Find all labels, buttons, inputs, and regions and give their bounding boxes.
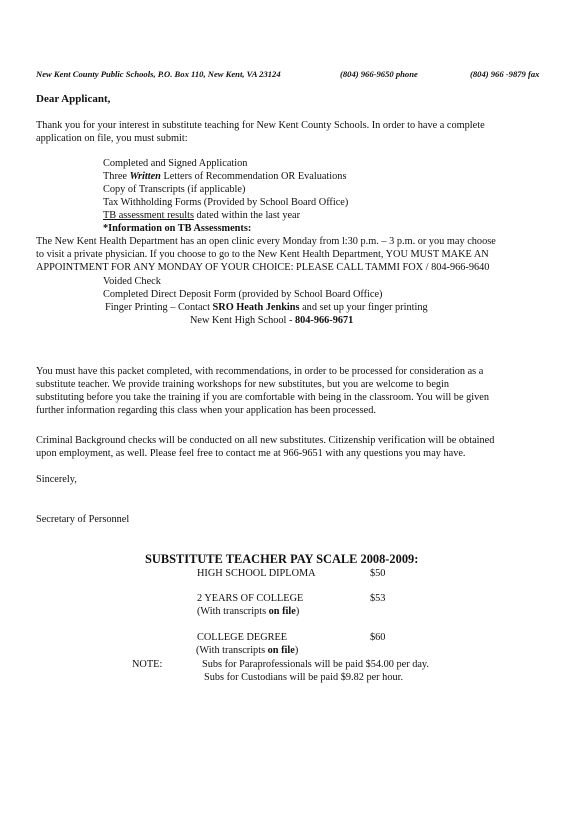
paragraph-line: substituting before you take the training if you are comfortable with being in the classroom. You will be given bbox=[36, 392, 489, 403]
paragraph-line: substitute teacher. We provide training workshops for new substitutes, but you are welcome to begin bbox=[36, 379, 450, 390]
letterhead-phone: (804) 966-9650 phone bbox=[340, 69, 418, 79]
paragraph-line: further information regarding this class when your application has been processed. bbox=[36, 405, 376, 416]
signature: Secretary of Personnel bbox=[36, 514, 130, 525]
pay-scale-rate: $50 bbox=[370, 568, 386, 579]
checklist-item: Tax Withholding Forms (Provided by School Board Office) bbox=[103, 197, 349, 208]
paragraph-line: Criminal Background checks will be conducted on all new substitutes. Citizenship verification will be obtained bbox=[36, 435, 495, 446]
note-label: NOTE: bbox=[132, 659, 163, 670]
checklist-item: Finger Printing – Contact SRO Heath Jenkins and set up your finger printing bbox=[105, 302, 428, 313]
intro-line: Thank you for your interest in substitute teaching for New Kent County Schools. In order to have a complete bbox=[36, 120, 485, 131]
pay-scale-rate: $60 bbox=[370, 632, 386, 643]
pay-scale-note: (With transcripts on file) bbox=[197, 606, 300, 617]
checklist-item: Voided Check bbox=[103, 276, 161, 287]
pay-scale-label: HIGH SCHOOL DIPLOMA bbox=[197, 568, 316, 579]
pay-scale-title: SUBSTITUTE TEACHER PAY SCALE 2008-2009: bbox=[145, 552, 419, 566]
pay-scale-label: COLLEGE DEGREE bbox=[197, 632, 288, 643]
closing: Sincerely, bbox=[36, 474, 77, 485]
checklist-item: Completed Direct Deposit Form (provided by School Board Office) bbox=[103, 289, 383, 300]
tb-info-line: The New Kent Health Department has an open clinic every Monday from l:30 p.m. – 3 p.m. or you may choose bbox=[36, 236, 496, 247]
pay-scale-rate: $53 bbox=[370, 593, 386, 604]
tb-info-heading: *Information on TB Assessments: bbox=[103, 223, 252, 234]
pay-scale-label: 2 YEARS OF COLLEGE bbox=[197, 593, 304, 604]
intro-line: application on file, you must submit: bbox=[36, 133, 188, 144]
checklist-item: TB assessment results dated within the last year bbox=[103, 210, 301, 221]
pay-scale-note: (With transcripts on file) bbox=[196, 645, 299, 656]
checklist-item: Copy of Transcripts (if applicable) bbox=[103, 184, 246, 195]
letterhead-fax: (804) 966 -9879 fax bbox=[470, 69, 540, 79]
paragraph-line: upon employment, as well. Please feel free to contact me at 966-9651 with any questions you may have. bbox=[36, 448, 466, 459]
checklist-item: Completed and Signed Application bbox=[103, 158, 248, 169]
checklist-item-detail: New Kent High School - 804-966-9671 bbox=[190, 315, 354, 326]
note-line: Subs for Custodians will be paid $9.82 per hour. bbox=[204, 672, 404, 683]
tb-info-line: APPOINTMENT FOR ANY MONDAY OF YOUR CHOICE: PLEASE CALL TAMMI FOX / 804-966-9640 bbox=[36, 262, 490, 273]
checklist-item: Three Written Letters of Recommendation OR Evaluations bbox=[103, 171, 347, 182]
letterhead-address: New Kent County Public Schools, P.O. Box 110, New Kent, VA 23124 bbox=[36, 69, 281, 79]
note-line: Subs for Paraprofessionals will be paid $54.00 per day. bbox=[202, 659, 429, 670]
paragraph-line: You must have this packet completed, with recommendations, in order to be processed for consideration as a bbox=[36, 366, 484, 377]
tb-info-line: to visit a private physician. If you choose to go to the New Kent Health Department, YOU MUST MAKE AN bbox=[36, 249, 489, 260]
greeting: Dear Applicant, bbox=[36, 93, 111, 105]
